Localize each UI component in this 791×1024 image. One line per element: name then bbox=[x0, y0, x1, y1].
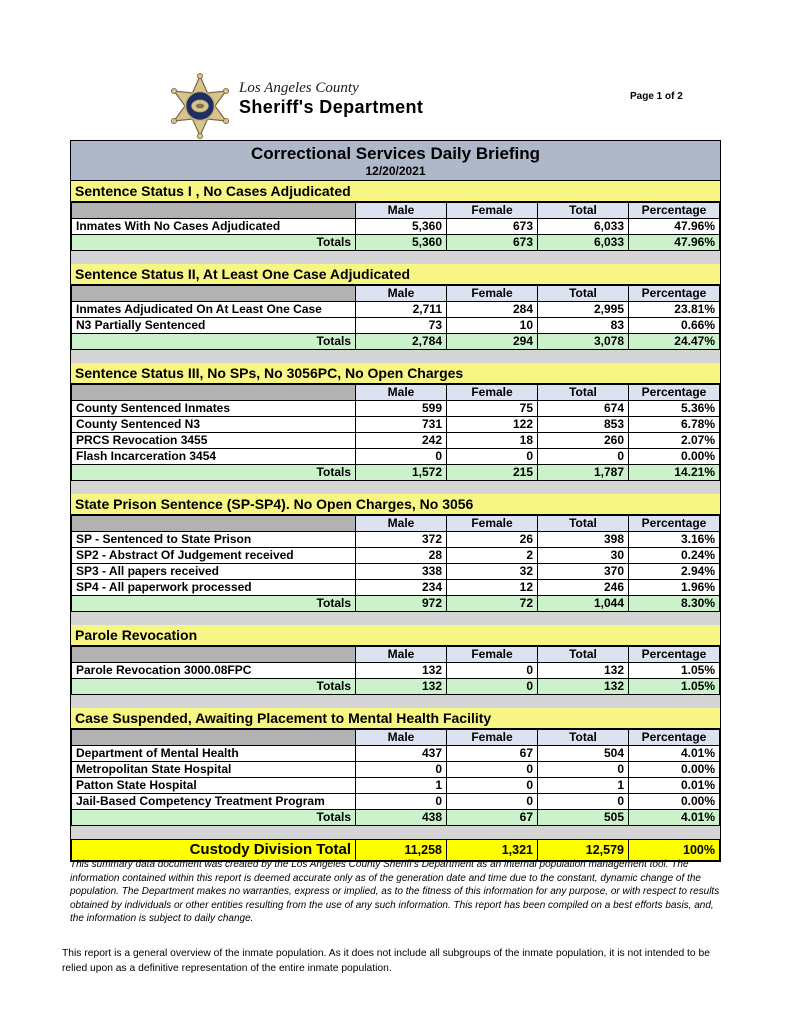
column-header-row bbox=[72, 647, 720, 663]
report-title-bar bbox=[71, 141, 720, 181]
table-row bbox=[72, 417, 720, 433]
brand-text bbox=[239, 81, 423, 117]
column-header-row bbox=[72, 203, 720, 219]
percentage-value: 23.81% bbox=[629, 302, 720, 318]
male-value: 599 bbox=[356, 401, 447, 417]
column-header: Male bbox=[356, 286, 447, 302]
female-value: 673 bbox=[447, 219, 538, 235]
percentage-value: 47.96% bbox=[629, 235, 720, 251]
row-label: Inmates Adjudicated On At Least One Case bbox=[72, 302, 356, 318]
section-table bbox=[71, 285, 720, 350]
section-title: Sentence Status I , No Cases Adjudicated bbox=[71, 181, 720, 202]
letterhead bbox=[168, 72, 423, 142]
row-label: N3 Partially Sentenced bbox=[72, 318, 356, 334]
male-value: 338 bbox=[356, 564, 447, 580]
female-value: 294 bbox=[447, 334, 538, 350]
male-value: 731 bbox=[356, 417, 447, 433]
column-header-row bbox=[72, 286, 720, 302]
total-value: 6,033 bbox=[538, 219, 629, 235]
total-value: 398 bbox=[538, 532, 629, 548]
total-value: 132 bbox=[538, 663, 629, 679]
column-header: Percentage bbox=[629, 516, 720, 532]
column-header: Percentage bbox=[629, 647, 720, 663]
row-label: Metropolitan State Hospital bbox=[72, 762, 356, 778]
total-value: 1,044 bbox=[538, 596, 629, 612]
section-table bbox=[71, 646, 720, 695]
section-table bbox=[71, 202, 720, 251]
table-row bbox=[72, 433, 720, 449]
total-value: 2,995 bbox=[538, 302, 629, 318]
column-header: Total bbox=[538, 730, 629, 746]
custody-total-value: 12,579 bbox=[538, 840, 629, 861]
column-header: Total bbox=[538, 647, 629, 663]
row-label: Totals bbox=[72, 465, 356, 481]
sections-container bbox=[71, 181, 720, 826]
female-value: 75 bbox=[447, 401, 538, 417]
male-value: 242 bbox=[356, 433, 447, 449]
row-label: Parole Revocation 3000.08FPC bbox=[72, 663, 356, 679]
corner-cell bbox=[72, 203, 356, 219]
percentage-value: 2.07% bbox=[629, 433, 720, 449]
column-header-row bbox=[72, 516, 720, 532]
table-row bbox=[72, 401, 720, 417]
total-value: 246 bbox=[538, 580, 629, 596]
female-value: 67 bbox=[447, 746, 538, 762]
row-label: Department of Mental Health bbox=[72, 746, 356, 762]
section-title: Case Suspended, Awaiting Placement to Mental Health Facility bbox=[71, 708, 720, 729]
row-label: Totals bbox=[72, 596, 356, 612]
report-date: 12/20/2021 bbox=[365, 164, 426, 178]
male-value: 234 bbox=[356, 580, 447, 596]
table-row bbox=[72, 746, 720, 762]
corner-cell bbox=[72, 286, 356, 302]
column-header: Male bbox=[356, 385, 447, 401]
total-value: 370 bbox=[538, 564, 629, 580]
section-table bbox=[71, 729, 720, 826]
column-header: Male bbox=[356, 516, 447, 532]
row-label: Totals bbox=[72, 334, 356, 350]
report-section bbox=[71, 625, 720, 695]
female-value: 0 bbox=[447, 762, 538, 778]
table-row bbox=[72, 580, 720, 596]
total-value: 1,787 bbox=[538, 465, 629, 481]
table-row bbox=[72, 778, 720, 794]
report-section bbox=[71, 264, 720, 350]
total-value: 260 bbox=[538, 433, 629, 449]
row-label: SP3 - All papers received bbox=[72, 564, 356, 580]
male-value: 73 bbox=[356, 318, 447, 334]
totals-row bbox=[72, 810, 720, 826]
total-value: 505 bbox=[538, 810, 629, 826]
corner-cell bbox=[72, 385, 356, 401]
row-label: Totals bbox=[72, 235, 356, 251]
corner-cell bbox=[72, 730, 356, 746]
male-value: 2,784 bbox=[356, 334, 447, 350]
section-title: Sentence Status II, At Least One Case Adjudicated bbox=[71, 264, 720, 285]
percentage-value: 1.05% bbox=[629, 663, 720, 679]
report-section bbox=[71, 708, 720, 826]
table-row bbox=[72, 762, 720, 778]
female-value: 26 bbox=[447, 532, 538, 548]
percentage-value: 1.05% bbox=[629, 679, 720, 695]
report-title: Correctional Services Daily Briefing bbox=[250, 144, 541, 163]
male-value: 1 bbox=[356, 778, 447, 794]
male-value: 0 bbox=[356, 449, 447, 465]
percentage-value: 2.94% bbox=[629, 564, 720, 580]
column-header: Total bbox=[538, 203, 629, 219]
custody-female-value: 1,321 bbox=[447, 840, 538, 861]
sheriff-star-badge-icon bbox=[168, 72, 232, 142]
female-value: 0 bbox=[447, 663, 538, 679]
county-name: Los Angeles County bbox=[239, 80, 359, 96]
totals-row bbox=[72, 334, 720, 350]
female-value: 67 bbox=[447, 810, 538, 826]
table-row bbox=[72, 794, 720, 810]
female-value: 284 bbox=[447, 302, 538, 318]
percentage-value: 4.01% bbox=[629, 810, 720, 826]
totals-row bbox=[72, 465, 720, 481]
row-label: SP2 - Abstract Of Judgement received bbox=[72, 548, 356, 564]
male-value: 972 bbox=[356, 596, 447, 612]
report-section bbox=[71, 363, 720, 481]
corner-cell bbox=[72, 647, 356, 663]
table-row bbox=[72, 318, 720, 334]
male-value: 2,711 bbox=[356, 302, 447, 318]
percentage-value: 0.00% bbox=[629, 449, 720, 465]
row-label: County Sentenced N3 bbox=[72, 417, 356, 433]
row-label: Totals bbox=[72, 679, 356, 695]
column-header: Percentage bbox=[629, 385, 720, 401]
column-header: Total bbox=[538, 516, 629, 532]
total-value: 30 bbox=[538, 548, 629, 564]
male-value: 437 bbox=[356, 746, 447, 762]
total-value: 1 bbox=[538, 778, 629, 794]
row-label: Totals bbox=[72, 810, 356, 826]
column-header: Male bbox=[356, 203, 447, 219]
column-header: Percentage bbox=[629, 203, 720, 219]
table-row bbox=[72, 532, 720, 548]
report-section bbox=[71, 181, 720, 251]
table-row bbox=[72, 548, 720, 564]
column-header: Female bbox=[447, 730, 538, 746]
table-row bbox=[72, 564, 720, 580]
percentage-value: 4.01% bbox=[629, 746, 720, 762]
column-header: Male bbox=[356, 730, 447, 746]
male-value: 372 bbox=[356, 532, 447, 548]
male-value: 5,360 bbox=[356, 235, 447, 251]
total-value: 132 bbox=[538, 679, 629, 695]
male-value: 132 bbox=[356, 679, 447, 695]
section-title: Parole Revocation bbox=[71, 625, 720, 646]
male-value: 438 bbox=[356, 810, 447, 826]
column-header: Percentage bbox=[629, 730, 720, 746]
male-value: 132 bbox=[356, 663, 447, 679]
department-name: Sheriff's Department bbox=[239, 96, 424, 117]
section-table bbox=[71, 515, 720, 612]
percentage-value: 5.36% bbox=[629, 401, 720, 417]
total-value: 504 bbox=[538, 746, 629, 762]
percentage-value: 0.00% bbox=[629, 794, 720, 810]
percentage-value: 8.30% bbox=[629, 596, 720, 612]
row-label: Flash Incarceration 3454 bbox=[72, 449, 356, 465]
table-row bbox=[72, 449, 720, 465]
row-label: Inmates With No Cases Adjudicated bbox=[72, 219, 356, 235]
column-header-row bbox=[72, 730, 720, 746]
percentage-value: 0.66% bbox=[629, 318, 720, 334]
totals-row bbox=[72, 596, 720, 612]
female-value: 72 bbox=[447, 596, 538, 612]
percentage-value: 0.24% bbox=[629, 548, 720, 564]
row-label: SP4 - All paperwork processed bbox=[72, 580, 356, 596]
percentage-value: 0.00% bbox=[629, 762, 720, 778]
total-value: 0 bbox=[538, 449, 629, 465]
percentage-value: 14.21% bbox=[629, 465, 720, 481]
column-header: Female bbox=[447, 647, 538, 663]
percentage-value: 0.01% bbox=[629, 778, 720, 794]
total-value: 3,078 bbox=[538, 334, 629, 350]
table-row bbox=[72, 302, 720, 318]
report-section bbox=[71, 494, 720, 612]
overview-note-text: This report is a general overview of the inmate population. As it does not include all subgroups of the inmate population, it is not intended to be relied upon as a definitive representation of the entire inmate population. bbox=[62, 948, 710, 974]
table-row bbox=[72, 219, 720, 235]
female-value: 12 bbox=[447, 580, 538, 596]
percentage-value: 1.96% bbox=[629, 580, 720, 596]
female-value: 673 bbox=[447, 235, 538, 251]
total-value: 0 bbox=[538, 762, 629, 778]
column-header: Female bbox=[447, 286, 538, 302]
column-header-row bbox=[72, 385, 720, 401]
custody-total-label: Custody Division Total bbox=[72, 840, 356, 861]
report-content bbox=[70, 140, 721, 862]
female-value: 32 bbox=[447, 564, 538, 580]
male-value: 0 bbox=[356, 794, 447, 810]
column-header: Female bbox=[447, 385, 538, 401]
female-value: 10 bbox=[447, 318, 538, 334]
column-header: Total bbox=[538, 385, 629, 401]
custody-male-value: 11,258 bbox=[356, 840, 447, 861]
disclaimer-text: This summary data document was created by the Los Angeles County Sheriff's Department as an internal population management tool. The information contained within this report is deemed accurate only as of the generation date and time due to the constant, dynamic change of the population. The Department makes no warranties, express or implied, as to the fitness of this information for any purpose, or with respect to results obtained by individuals or other entities resulting from the use of any such information. This report has been compiled on a best efforts basis, and, the information is subject to daily change. bbox=[70, 859, 720, 924]
custody-percentage-value: 100% bbox=[629, 840, 720, 861]
total-value: 0 bbox=[538, 794, 629, 810]
male-value: 5,360 bbox=[356, 219, 447, 235]
female-value: 2 bbox=[447, 548, 538, 564]
section-table bbox=[71, 384, 720, 481]
total-value: 674 bbox=[538, 401, 629, 417]
totals-row bbox=[72, 235, 720, 251]
row-label: Patton State Hospital bbox=[72, 778, 356, 794]
percentage-value: 47.96% bbox=[629, 219, 720, 235]
percentage-value: 3.16% bbox=[629, 532, 720, 548]
total-value: 6,033 bbox=[538, 235, 629, 251]
male-value: 0 bbox=[356, 762, 447, 778]
column-header: Total bbox=[538, 286, 629, 302]
row-label: PRCS Revocation 3455 bbox=[72, 433, 356, 449]
male-value: 1,572 bbox=[356, 465, 447, 481]
column-header: Female bbox=[447, 516, 538, 532]
section-title: Sentence Status III, No SPs, No 3056PC, No Open Charges bbox=[71, 363, 720, 384]
row-label: SP - Sentenced to State Prison bbox=[72, 532, 356, 548]
row-label: County Sentenced Inmates bbox=[72, 401, 356, 417]
total-value: 853 bbox=[538, 417, 629, 433]
female-value: 0 bbox=[447, 449, 538, 465]
column-header: Percentage bbox=[629, 286, 720, 302]
male-value: 28 bbox=[356, 548, 447, 564]
female-value: 122 bbox=[447, 417, 538, 433]
percentage-value: 24.47% bbox=[629, 334, 720, 350]
column-header: Female bbox=[447, 203, 538, 219]
column-header: Male bbox=[356, 647, 447, 663]
table-row bbox=[72, 663, 720, 679]
row-label: Jail-Based Competency Treatment Program bbox=[72, 794, 356, 810]
percentage-value: 6.78% bbox=[629, 417, 720, 433]
female-value: 0 bbox=[447, 794, 538, 810]
female-value: 18 bbox=[447, 433, 538, 449]
female-value: 0 bbox=[447, 778, 538, 794]
female-value: 215 bbox=[447, 465, 538, 481]
total-value: 83 bbox=[538, 318, 629, 334]
corner-cell bbox=[72, 516, 356, 532]
section-title: State Prison Sentence (SP-SP4). No Open Charges, No 3056 bbox=[71, 494, 720, 515]
page-indicator: Page 1 of 2 bbox=[630, 91, 683, 102]
totals-row bbox=[72, 679, 720, 695]
female-value: 0 bbox=[447, 679, 538, 695]
